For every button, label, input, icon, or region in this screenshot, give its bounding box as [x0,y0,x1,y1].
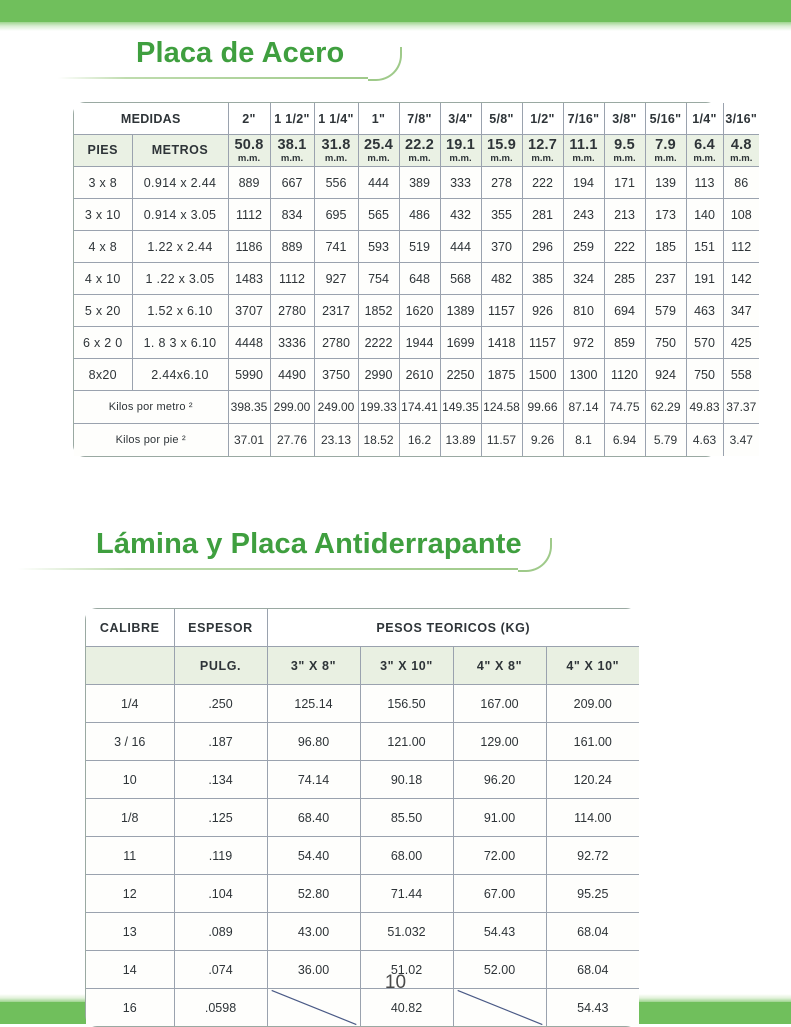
header-cell-thickness-mm: 22.2 m.m. [399,135,440,167]
table-placa-de-acero [73,102,758,457]
cell-weight: 108 [723,199,759,231]
cell-summary-value: 99.66 [522,391,563,424]
cell-weight: 1389 [440,295,481,327]
cell-peso-teorico: 36.00 [267,951,360,989]
cell-weight: 112 [723,231,759,263]
cell-peso-teorico: 71.44 [360,875,453,913]
placa-de-acero-grid [74,103,759,456]
cell-peso-teorico: 67.00 [453,875,546,913]
cell-peso-teorico [267,989,360,1027]
cell-peso-teorico: 54.43 [546,989,639,1027]
header-cell-thickness-mm: 15.9 m.m. [481,135,522,167]
cell-summary-value: 23.13 [314,424,358,457]
cell-calibre: 12 [86,875,174,913]
cell-weight: 432 [440,199,481,231]
cell-weight: 444 [358,167,399,199]
cell-weight: 86 [723,167,759,199]
cell-weight: 1157 [522,327,563,359]
cell-weight: 5990 [228,359,270,391]
cell-weight: 347 [723,295,759,327]
cell-weight: 695 [314,199,358,231]
cell-weight: 1112 [270,263,314,295]
header-cell-subheader-1: PULG. [174,647,267,685]
cell-metros: 2.44x6.10 [132,359,228,391]
header-cell-thickness-mm: 9.5 m.m. [604,135,645,167]
table-row [74,263,759,295]
cell-summary-label: Kilos por metro ² [74,391,228,424]
cell-summary-value: 74.75 [604,391,645,424]
cell-weight: 927 [314,263,358,295]
cell-weight: 1300 [563,359,604,391]
cell-peso-teorico: 43.00 [267,913,360,951]
cell-espesor: .187 [174,723,267,761]
cell-peso-teorico: 156.50 [360,685,453,723]
cell-weight: 889 [228,167,270,199]
cell-summary-value: 49.83 [686,391,723,424]
header-cell-thickness-in: 1/2" [522,103,563,135]
cell-weight: 2610 [399,359,440,391]
cell-peso-teorico: 52.00 [453,951,546,989]
cell-peso-teorico: 74.14 [267,761,360,799]
header-cell-thickness-mm: 7.9 m.m. [645,135,686,167]
header-cell-thickness-in: 5/8" [481,103,522,135]
cell-espesor: .0598 [174,989,267,1027]
cell-summary-value: 6.94 [604,424,645,457]
header-cell-subheader-4: 4" X 8" [453,647,546,685]
table-row [86,761,639,799]
cell-pies: 5 x 20 [74,295,132,327]
header-cell-thickness-mm: 19.1 m.m. [440,135,481,167]
header-cell-subheader-2: 3" X 8" [267,647,360,685]
cell-summary-value: 3.47 [723,424,759,457]
cell-weight: 519 [399,231,440,263]
cell-weight: 237 [645,263,686,295]
cell-weight: 1500 [522,359,563,391]
cell-weight: 924 [645,359,686,391]
table-row [86,799,639,837]
table-row [86,723,639,761]
cell-weight: 2780 [270,295,314,327]
cell-summary-value: 174.41 [399,391,440,424]
cell-peso-teorico: 68.00 [360,837,453,875]
cell-weight: 1186 [228,231,270,263]
table-row [74,359,759,391]
header-cell-unit-label: PIES [74,135,132,167]
heading-swoosh [368,47,402,81]
cell-weight: 389 [399,167,440,199]
cell-weight: 482 [481,263,522,295]
cell-weight: 1875 [481,359,522,391]
cell-weight: 278 [481,167,522,199]
cell-peso-teorico: 51.02 [360,951,453,989]
cell-calibre: 10 [86,761,174,799]
header-cell-thickness-mm: 11.1 m.m. [563,135,604,167]
table-row [74,391,759,424]
cell-peso-teorico: 92.72 [546,837,639,875]
cell-weight: 194 [563,167,604,199]
table-row [74,103,759,135]
cell-weight: 259 [563,231,604,263]
cell-peso-teorico: 114.00 [546,799,639,837]
table-lamina-y-placa-antiderrapante [85,608,638,1027]
cell-pies: 4 x 10 [74,263,132,295]
cell-weight: 173 [645,199,686,231]
header-cell-unit-label: METROS [132,135,228,167]
header-cell-thickness-mm: 6.4 m.m. [686,135,723,167]
table-row [74,295,759,327]
cell-summary-label: Kilos por pie ² [74,424,228,457]
cell-weight: 1418 [481,327,522,359]
page-top-band-fade [0,22,791,31]
cell-metros: 0.914 x 3.05 [132,199,228,231]
cell-summary-value: 398.35 [228,391,270,424]
header-cell-thickness-in: 5/16" [645,103,686,135]
cell-espesor: .104 [174,875,267,913]
cell-pies: 4 x 8 [74,231,132,263]
cell-weight: 926 [522,295,563,327]
section-title-text: Placa de Acero [136,37,345,69]
cell-summary-value: 62.29 [645,391,686,424]
cell-summary-value: 299.00 [270,391,314,424]
cell-weight: 355 [481,199,522,231]
table-row [74,135,759,167]
cell-pies: 8x20 [74,359,132,391]
cell-peso-teorico: 72.00 [453,837,546,875]
cell-espesor: .089 [174,913,267,951]
cell-weight: 444 [440,231,481,263]
cell-summary-value: 124.58 [481,391,522,424]
cell-weight: 222 [522,167,563,199]
cell-weight: 1120 [604,359,645,391]
cell-weight: 2317 [314,295,358,327]
table-row [86,989,639,1027]
cell-weight: 151 [686,231,723,263]
header-cell-calibre: CALIBRE [86,609,174,647]
header-cell-thickness-in: 1/4" [686,103,723,135]
cell-peso-teorico: 68.04 [546,951,639,989]
table-row [86,609,639,647]
cell-weight: 568 [440,263,481,295]
cell-peso-teorico: 121.00 [360,723,453,761]
cell-peso-teorico: 125.14 [267,685,360,723]
cell-summary-value: 87.14 [563,391,604,424]
heading-rule [18,568,518,570]
cell-weight: 281 [522,199,563,231]
cell-weight: 570 [686,327,723,359]
cell-calibre: 16 [86,989,174,1027]
cell-summary-value: 16.2 [399,424,440,457]
header-cell-thickness-in: 3/4" [440,103,481,135]
cell-peso-teorico: 90.18 [360,761,453,799]
cell-peso-teorico: 91.00 [453,799,546,837]
cell-pies: 3 x 8 [74,167,132,199]
cell-weight: 171 [604,167,645,199]
heading-rule [58,77,368,79]
header-cell-thickness-in: 3/8" [604,103,645,135]
cell-summary-value: 37.37 [723,391,759,424]
table-row [74,167,759,199]
cell-calibre: 14 [86,951,174,989]
header-cell-pesos-teoricos: PESOS TEORICOS (KG) [267,609,639,647]
cell-weight: 750 [645,327,686,359]
cell-weight: 113 [686,167,723,199]
header-cell-subheader-5: 4" X 10" [546,647,639,685]
section-heading-lamina-y-placa-antiderrapante [96,528,616,572]
cell-weight: 889 [270,231,314,263]
cell-weight: 750 [686,359,723,391]
cell-peso-teorico: 68.40 [267,799,360,837]
cell-weight: 463 [686,295,723,327]
cell-weight: 3750 [314,359,358,391]
cell-weight: 324 [563,263,604,295]
table-row [86,647,639,685]
header-cell-subheader-3: 3" X 10" [360,647,453,685]
cell-weight: 1620 [399,295,440,327]
cell-weight: 139 [645,167,686,199]
table-row [74,231,759,263]
header-cell-espesor: ESPESOR [174,609,267,647]
cell-weight: 4448 [228,327,270,359]
cell-pies: 6 x 2 0 [74,327,132,359]
header-cell-thickness-in: 1 1/4" [314,103,358,135]
cell-summary-value: 249.00 [314,391,358,424]
cell-weight: 370 [481,231,522,263]
cell-peso-teorico: 40.82 [360,989,453,1027]
page-number: 10 [384,972,407,993]
cell-metros: 1.52 x 6.10 [132,295,228,327]
cell-weight: 1112 [228,199,270,231]
cell-peso-teorico: 85.50 [360,799,453,837]
cell-pies: 3 x 10 [74,199,132,231]
cell-espesor: .134 [174,761,267,799]
table-row [86,685,639,723]
cell-summary-value: 13.89 [440,424,481,457]
table-row [86,875,639,913]
cell-espesor: .119 [174,837,267,875]
cell-weight: 285 [604,263,645,295]
cell-weight: 648 [399,263,440,295]
table-row [86,913,639,951]
cell-weight: 2250 [440,359,481,391]
section-heading-placa-de-acero [136,37,536,81]
header-cell-thickness-in: 2" [228,103,270,135]
cell-peso-teorico: 95.25 [546,875,639,913]
header-cell-thickness-mm: 50.8 m.m. [228,135,270,167]
cell-weight: 140 [686,199,723,231]
cell-weight: 1157 [481,295,522,327]
cell-calibre: 1/4 [86,685,174,723]
cell-peso-teorico: 120.24 [546,761,639,799]
cell-summary-value: 37.01 [228,424,270,457]
cell-summary-value: 18.52 [358,424,399,457]
cell-metros: 1.22 x 2.44 [132,231,228,263]
cell-weight: 185 [645,231,686,263]
cell-weight: 593 [358,231,399,263]
cell-metros: 1. 8 3 x 6.10 [132,327,228,359]
heading-swoosh [518,538,552,572]
cell-weight: 3707 [228,295,270,327]
cell-summary-value: 8.1 [563,424,604,457]
cell-summary-value: 11.57 [481,424,522,457]
header-cell-subheader-0 [86,647,174,685]
cell-weight: 486 [399,199,440,231]
header-cell-thickness-in: 3/16" [723,103,759,135]
cell-peso-teorico: 167.00 [453,685,546,723]
cell-peso-teorico: 209.00 [546,685,639,723]
cell-weight: 191 [686,263,723,295]
header-cell-thickness-in: 1" [358,103,399,135]
cell-espesor: .074 [174,951,267,989]
cell-espesor: .250 [174,685,267,723]
cell-peso-teorico: 52.80 [267,875,360,913]
cell-peso-teorico: 161.00 [546,723,639,761]
cell-weight: 222 [604,231,645,263]
cell-peso-teorico: 51.032 [360,913,453,951]
cell-weight: 296 [522,231,563,263]
header-cell-thickness-in: 1 1/2" [270,103,314,135]
cell-weight: 3336 [270,327,314,359]
cell-weight: 243 [563,199,604,231]
header-cell-medidas: MEDIDAS [74,103,228,135]
cell-summary-value: 5.79 [645,424,686,457]
table-row [74,424,759,457]
cell-weight: 2222 [358,327,399,359]
cell-weight: 1483 [228,263,270,295]
cell-weight: 556 [314,167,358,199]
cell-weight: 565 [358,199,399,231]
cell-weight: 1944 [399,327,440,359]
cell-peso-teorico: 54.43 [453,913,546,951]
cell-weight: 558 [723,359,759,391]
cell-weight: 1699 [440,327,481,359]
header-cell-thickness-in: 7/8" [399,103,440,135]
cell-weight: 754 [358,263,399,295]
cell-weight: 834 [270,199,314,231]
cell-summary-value: 4.63 [686,424,723,457]
section-title-text: Lámina y Placa Antiderrapante [96,528,522,560]
header-cell-thickness-mm: 12.7 m.m. [522,135,563,167]
cell-weight: 2780 [314,327,358,359]
cell-summary-value: 199.33 [358,391,399,424]
cell-peso-teorico: 129.00 [453,723,546,761]
cell-weight: 859 [604,327,645,359]
cell-peso-teorico: 96.20 [453,761,546,799]
cell-weight: 810 [563,295,604,327]
cell-weight: 579 [645,295,686,327]
table-row [74,199,759,231]
cell-espesor: .125 [174,799,267,837]
cell-weight: 2990 [358,359,399,391]
cell-metros: 0.914 x 2.44 [132,167,228,199]
header-cell-thickness-mm: 25.4 m.m. [358,135,399,167]
cell-calibre: 3 / 16 [86,723,174,761]
header-cell-thickness-mm: 4.8 m.m. [723,135,759,167]
cell-peso-teorico: 96.80 [267,723,360,761]
cell-weight: 972 [563,327,604,359]
cell-weight: 741 [314,231,358,263]
header-cell-thickness-mm: 31.8 m.m. [314,135,358,167]
cell-weight: 213 [604,199,645,231]
header-cell-thickness-mm: 38.1 m.m. [270,135,314,167]
cell-weight: 1852 [358,295,399,327]
table-row [86,837,639,875]
antiderrapante-grid [86,609,639,1026]
cell-peso-teorico: 68.04 [546,913,639,951]
cell-peso-teorico: 54.40 [267,837,360,875]
cell-weight: 425 [723,327,759,359]
cell-summary-value: 9.26 [522,424,563,457]
cell-weight: 667 [270,167,314,199]
cell-calibre: 13 [86,913,174,951]
cell-weight: 694 [604,295,645,327]
cell-weight: 333 [440,167,481,199]
cell-weight: 385 [522,263,563,295]
header-cell-thickness-in: 7/16" [563,103,604,135]
cell-weight: 4490 [270,359,314,391]
cell-summary-value: 149.35 [440,391,481,424]
table-row [74,327,759,359]
cell-weight: 142 [723,263,759,295]
cell-calibre: 1/8 [86,799,174,837]
cell-calibre: 11 [86,837,174,875]
page-top-green-band [0,0,791,22]
cell-metros: 1 .22 x 3.05 [132,263,228,295]
cell-summary-value: 27.76 [270,424,314,457]
cell-peso-teorico [453,989,546,1027]
